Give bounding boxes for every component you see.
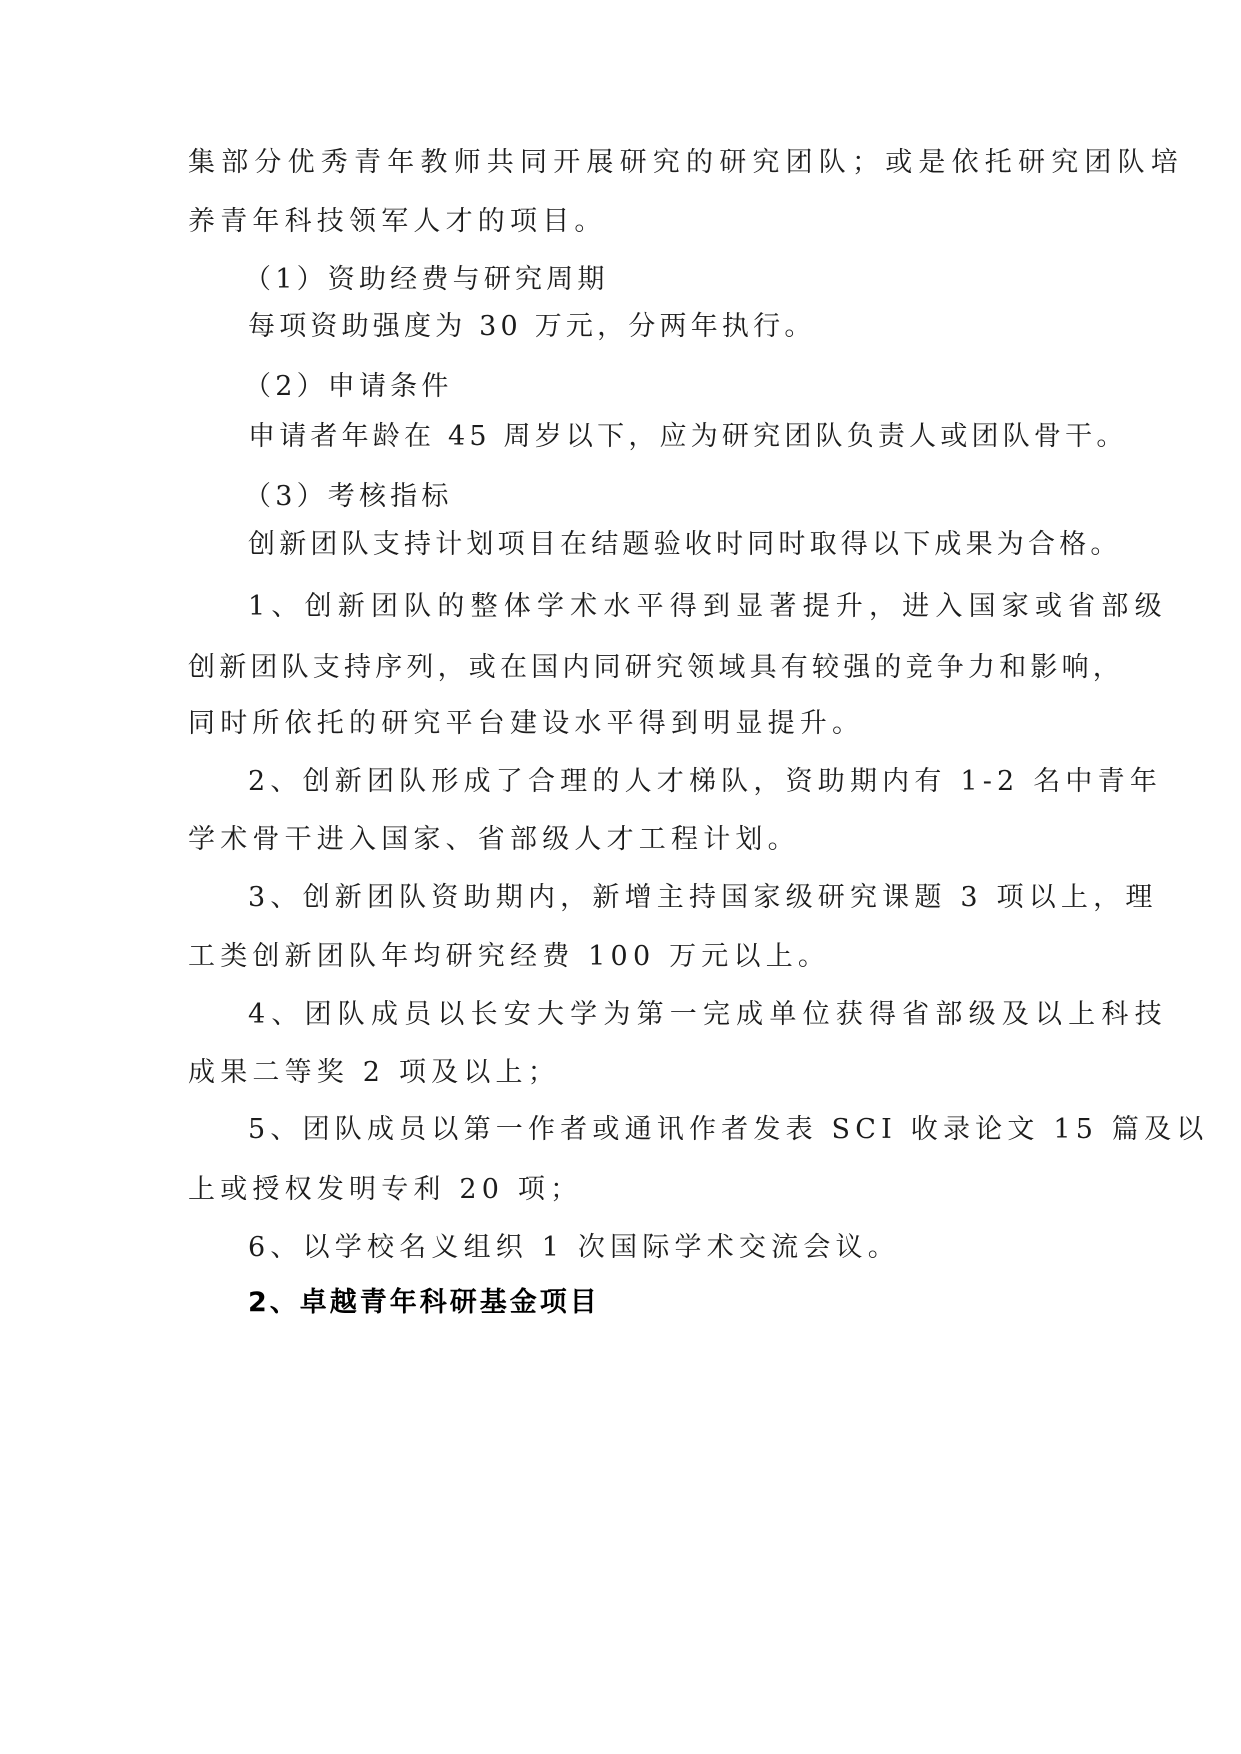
criterion-6-line-1: 6、以学校名义组织 1 次国际学术交流会议。: [248, 1232, 900, 1263]
criterion-4-line-1: 4、团队成员以长安大学为第一完成单位获得省部级及以上科技: [248, 999, 1168, 1030]
criterion-2-line-1: 2、创新团队形成了合理的人才梯队，资助期内有 1-2 名中青年: [248, 766, 1163, 797]
criterion-5-line-2: 上或授权发明专利 20 项；: [188, 1174, 583, 1205]
criterion-1-line-1: 1、创新团队的整体学术水平得到显著提升，进入国家或省部级: [248, 591, 1168, 622]
section-heading-funding: （1）资助经费与研究周期: [244, 264, 609, 295]
section-body-eligibility: 申请者年龄在 45 周岁以下，应为研究团队负责人或团队骨干。: [248, 421, 1128, 452]
section-body-assessment: 创新团队支持计划项目在结题验收时同时取得以下成果为合格。: [248, 529, 1122, 560]
section-heading-eligibility: （2）申请条件: [244, 371, 453, 402]
section-heading-excellent-youth-fund: 2、卓越青年科研基金项目: [248, 1287, 600, 1318]
intro-line-1: 集部分优秀青年教师共同开展研究的研究团队；或是依托研究团队培: [188, 147, 1184, 178]
section-heading-assessment: （3）考核指标: [244, 481, 453, 512]
criterion-1-line-3: 同时所依托的研究平台建设水平得到明显提升。: [188, 708, 865, 739]
section-body-funding: 每项资助强度为 30 万元，分两年执行。: [248, 311, 816, 342]
criterion-1-line-2: 创新团队支持序列，或在国内同研究领域具有较强的竞争力和影响，: [188, 652, 1124, 683]
criterion-3-line-1: 3、创新团队资助期内，新增主持国家级研究课题 3 项以上，理: [248, 882, 1158, 913]
criterion-3-line-2: 工类创新团队年均研究经费 100 万元以上。: [188, 941, 831, 972]
intro-line-2: 养青年科技领军人才的项目。: [188, 206, 607, 237]
criterion-4-line-2: 成果二等奖 2 项及以上；: [188, 1057, 560, 1088]
criterion-2-line-2: 学术骨干进入国家、省部级人才工程计划。: [188, 824, 800, 855]
criterion-5-line-1: 5、团队成员以第一作者或通讯作者发表 SCI 收录论文 15 篇及以: [248, 1114, 1209, 1145]
